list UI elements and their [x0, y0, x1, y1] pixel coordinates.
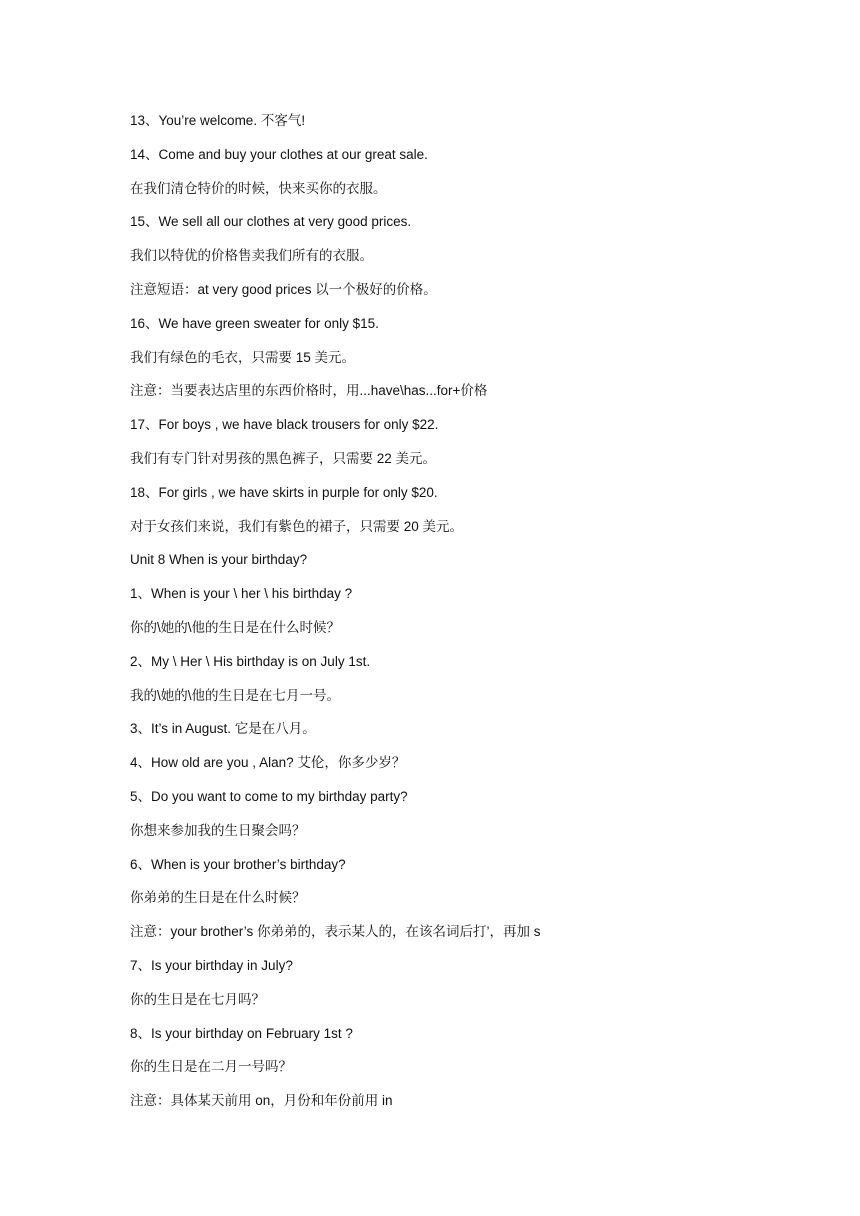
text-line: 注意：具体某天前用 on，月份和年份前用 in: [130, 1093, 393, 1109]
text-line: 我们有绿色的毛衣，只需要 15 美元。: [130, 349, 356, 365]
text-line: 15、We sell all our clothes at very good prices.: [130, 214, 412, 230]
text-line: 注意短语：at very good prices 以一个极好的价格。: [130, 281, 437, 297]
text-line: 18、For girls , we have skirts in purple for only $20.: [130, 484, 438, 500]
text-line: 17、For boys , we have black trousers for only $22.: [130, 417, 439, 433]
document-body: [130, 110, 770, 1124]
text-line: 3、It’s in August. 它是在八月。: [130, 721, 316, 737]
text-line: 5、Do you want to come to my birthday party?: [130, 788, 408, 804]
text-line: 我们有专门针对男孩的黑色裤子，只需要 22 美元。: [130, 450, 437, 466]
text-line: 对于女孩们来说，我们有紫色的裙子，只需要 20 美元。: [130, 518, 464, 534]
text-line: 注意：your brother’s 你弟弟的，表示某人的，在该名词后打’，再加 s: [130, 924, 541, 940]
text-line: 你想来参加我的生日聚会吗？: [130, 822, 306, 838]
text-line: 1、When is your \ her \ his birthday ?: [130, 586, 353, 602]
text-line: 7、Is your birthday in July?: [130, 957, 293, 973]
text-line: 6、When is your brother’s birthday?: [130, 856, 346, 872]
unit-heading: Unit 8 When is your birthday?: [130, 552, 308, 568]
text-line: 8、Is your birthday on February 1st ?: [130, 1025, 353, 1041]
text-line: 你的生日是在七月吗？: [130, 991, 265, 1007]
text-line: 4、How old are you , Alan? 艾伦，你多少岁？: [130, 755, 406, 771]
text-line: 14、Come and buy your clothes at our great sale.: [130, 146, 428, 162]
text-line: 在我们清仓特价的时候，快来买你的衣服。: [130, 180, 387, 196]
text-line: 你的\她的\他的生日是在什么时候？: [130, 619, 341, 635]
text-line: 我的\她的\他的生日是在七月一号。: [130, 687, 341, 703]
text-line: 16、We have green sweater for only $15.: [130, 315, 379, 331]
text-line: 你的生日是在二月一号吗？: [130, 1059, 292, 1075]
text-line: 2、My \ Her \ His birthday is on July 1st.: [130, 653, 371, 669]
text-line: 我们以特优的价格售卖我们所有的衣服。: [130, 248, 373, 264]
text-line: 13、You’re welcome. 不客气!: [130, 113, 306, 128]
text-line: 注意：当要表达店里的东西价格时，用...have\has...for+价格: [130, 383, 488, 399]
text-line: 你弟弟的生日是在什么时候？: [130, 890, 306, 906]
